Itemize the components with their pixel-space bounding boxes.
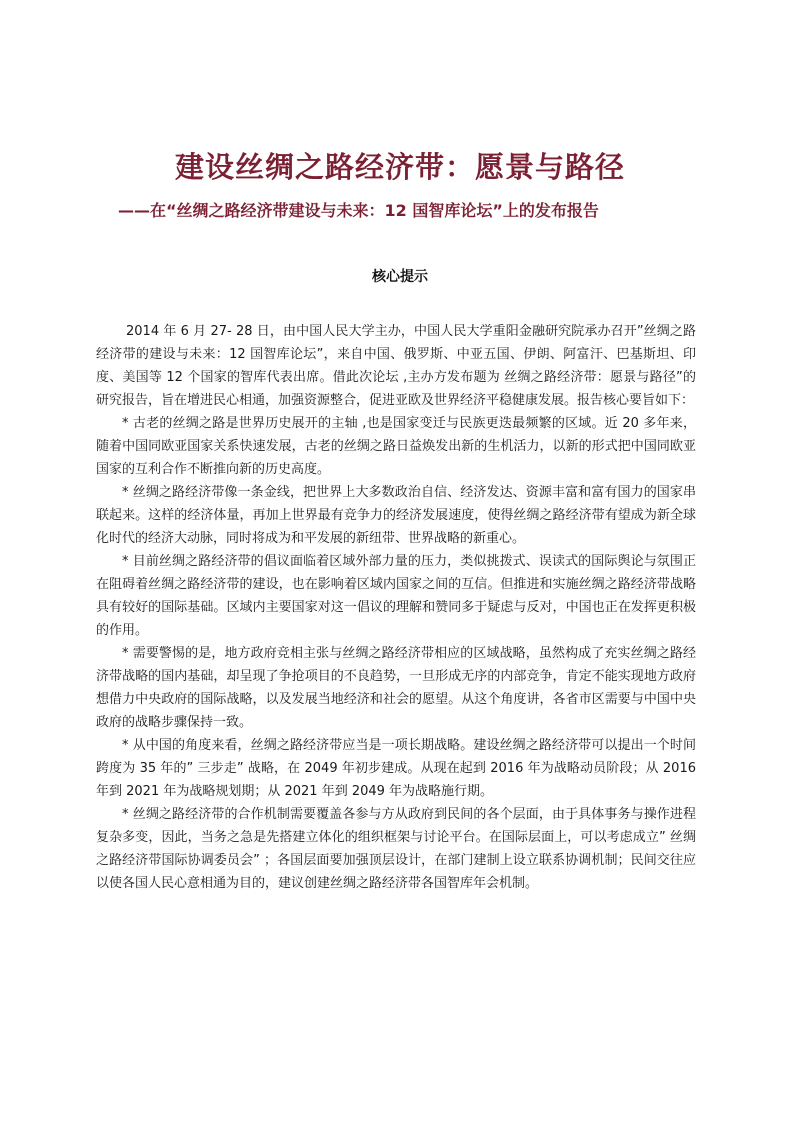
intro-paragraph: 2014 年 6 月 27- 28 日，由中国人民大学主办，中国人民大学重阳金融研究院承办召开”丝绸之路经济带的建设与未来：12 国智库论坛”，来自中国、俄罗斯、中亚五国、伊朗、阿富汗、巴基斯坦、印度、美国等 12 个国家的智库代表出席。借此次论坛 ,主办方发布题为 丝绸之路经济带：愿景与路径”的研究报告，旨在增进民心相通，加强资源整合，促进亚欧及世界经济平稳健康发展。报告核心要旨如下： [96, 324, 696, 408]
document-title: 建设丝绸之路经济带：愿景与路径 [174, 150, 625, 184]
key-point-paragraph: * 丝绸之路经济带的合作机制需要覆盖各参与方从政府到民间的各个层面，由于具体事务与操作进程复杂多变，因此，当务之急是先搭建立体化的组织框架与讨论平台。在国际层面上，可以考虑成立” 丝绸之路经济带国际协调委员会” ；各国层面要加强顶层设计，在部门建制上设立联系协调机制；民间交往应以使各国人民心意相通为目的，建议创建丝绸之路经济带各国智库年会机制。 [96, 807, 696, 891]
key-point-paragraph: * 需要警惕的是，地方政府竞相主张与丝绸之路经济带相应的区域战略，虽然构成了充实丝绸之路经济带战略的国内基础，却呈现了争抢项目的不良趋势，一旦形成无序的内部竞争，肯定不能实现地方政府想借力中央政府的国际战略，以及发展当地经济和社会的愿望。从这个角度讲，各省市区需要与中国中央政府的战略步骤保持一致。 [96, 646, 696, 730]
key-point-paragraph: * 丝绸之路经济带像一条金线，把世界上大多数政治自信、经济发达、资源丰富和富有国力的国家串联起来。这样的经济体量，再加上世界最有竞争力的经济发展速度，使得丝绸之路经济带有望成为新全球化时代的经济大动脉，同时将成为和平发展的新纽带、世界战略的新重心。 [96, 485, 696, 546]
body-text [96, 320, 696, 895]
section-heading: 核心提示 [372, 269, 428, 285]
key-point-paragraph: * 从中国的角度来看，丝绸之路经济带应当是一项长期战略。建设丝绸之路经济带可以提出一个时间跨度为 35 年的” 三步走” 战略，在 2049 年初步建成。从现在起到 2016 年为战略动员阶段；从 2016 年到 2021 年为战略规划期；从 2021 年到 2049 年为战略施行期。 [96, 738, 696, 799]
document-subtitle: ——在“丝绸之路经济带建设与未来：12 国智库论坛”上的发布报告 [118, 201, 599, 220]
key-point-paragraph: * 目前丝绸之路经济带的倡议面临着区域外部力量的压力，类似挑拨式、误读式的国际舆论与氛围正在阻碍着丝绸之路经济带的建设，也在影响着区域内国家之间的互信。但推进和实施丝绸之路经济带战略具有较好的国际基础。区域内主要国家对这一倡议的理解和赞同多于疑虑与反对，中国也正在发挥更积极的作用。 [96, 554, 696, 638]
key-point-paragraph: * 古老的丝绸之路是世界历史展开的主轴 ,也是国家变迁与民族更迭最频繁的区域。近 20 多年来，随着中国同欧亚国家关系快速发展，古老的丝绸之路日益焕发出新的生机活力，以新的形式把中国同欧亚国家的互利合作不断推向新的历史高度。 [96, 416, 696, 477]
